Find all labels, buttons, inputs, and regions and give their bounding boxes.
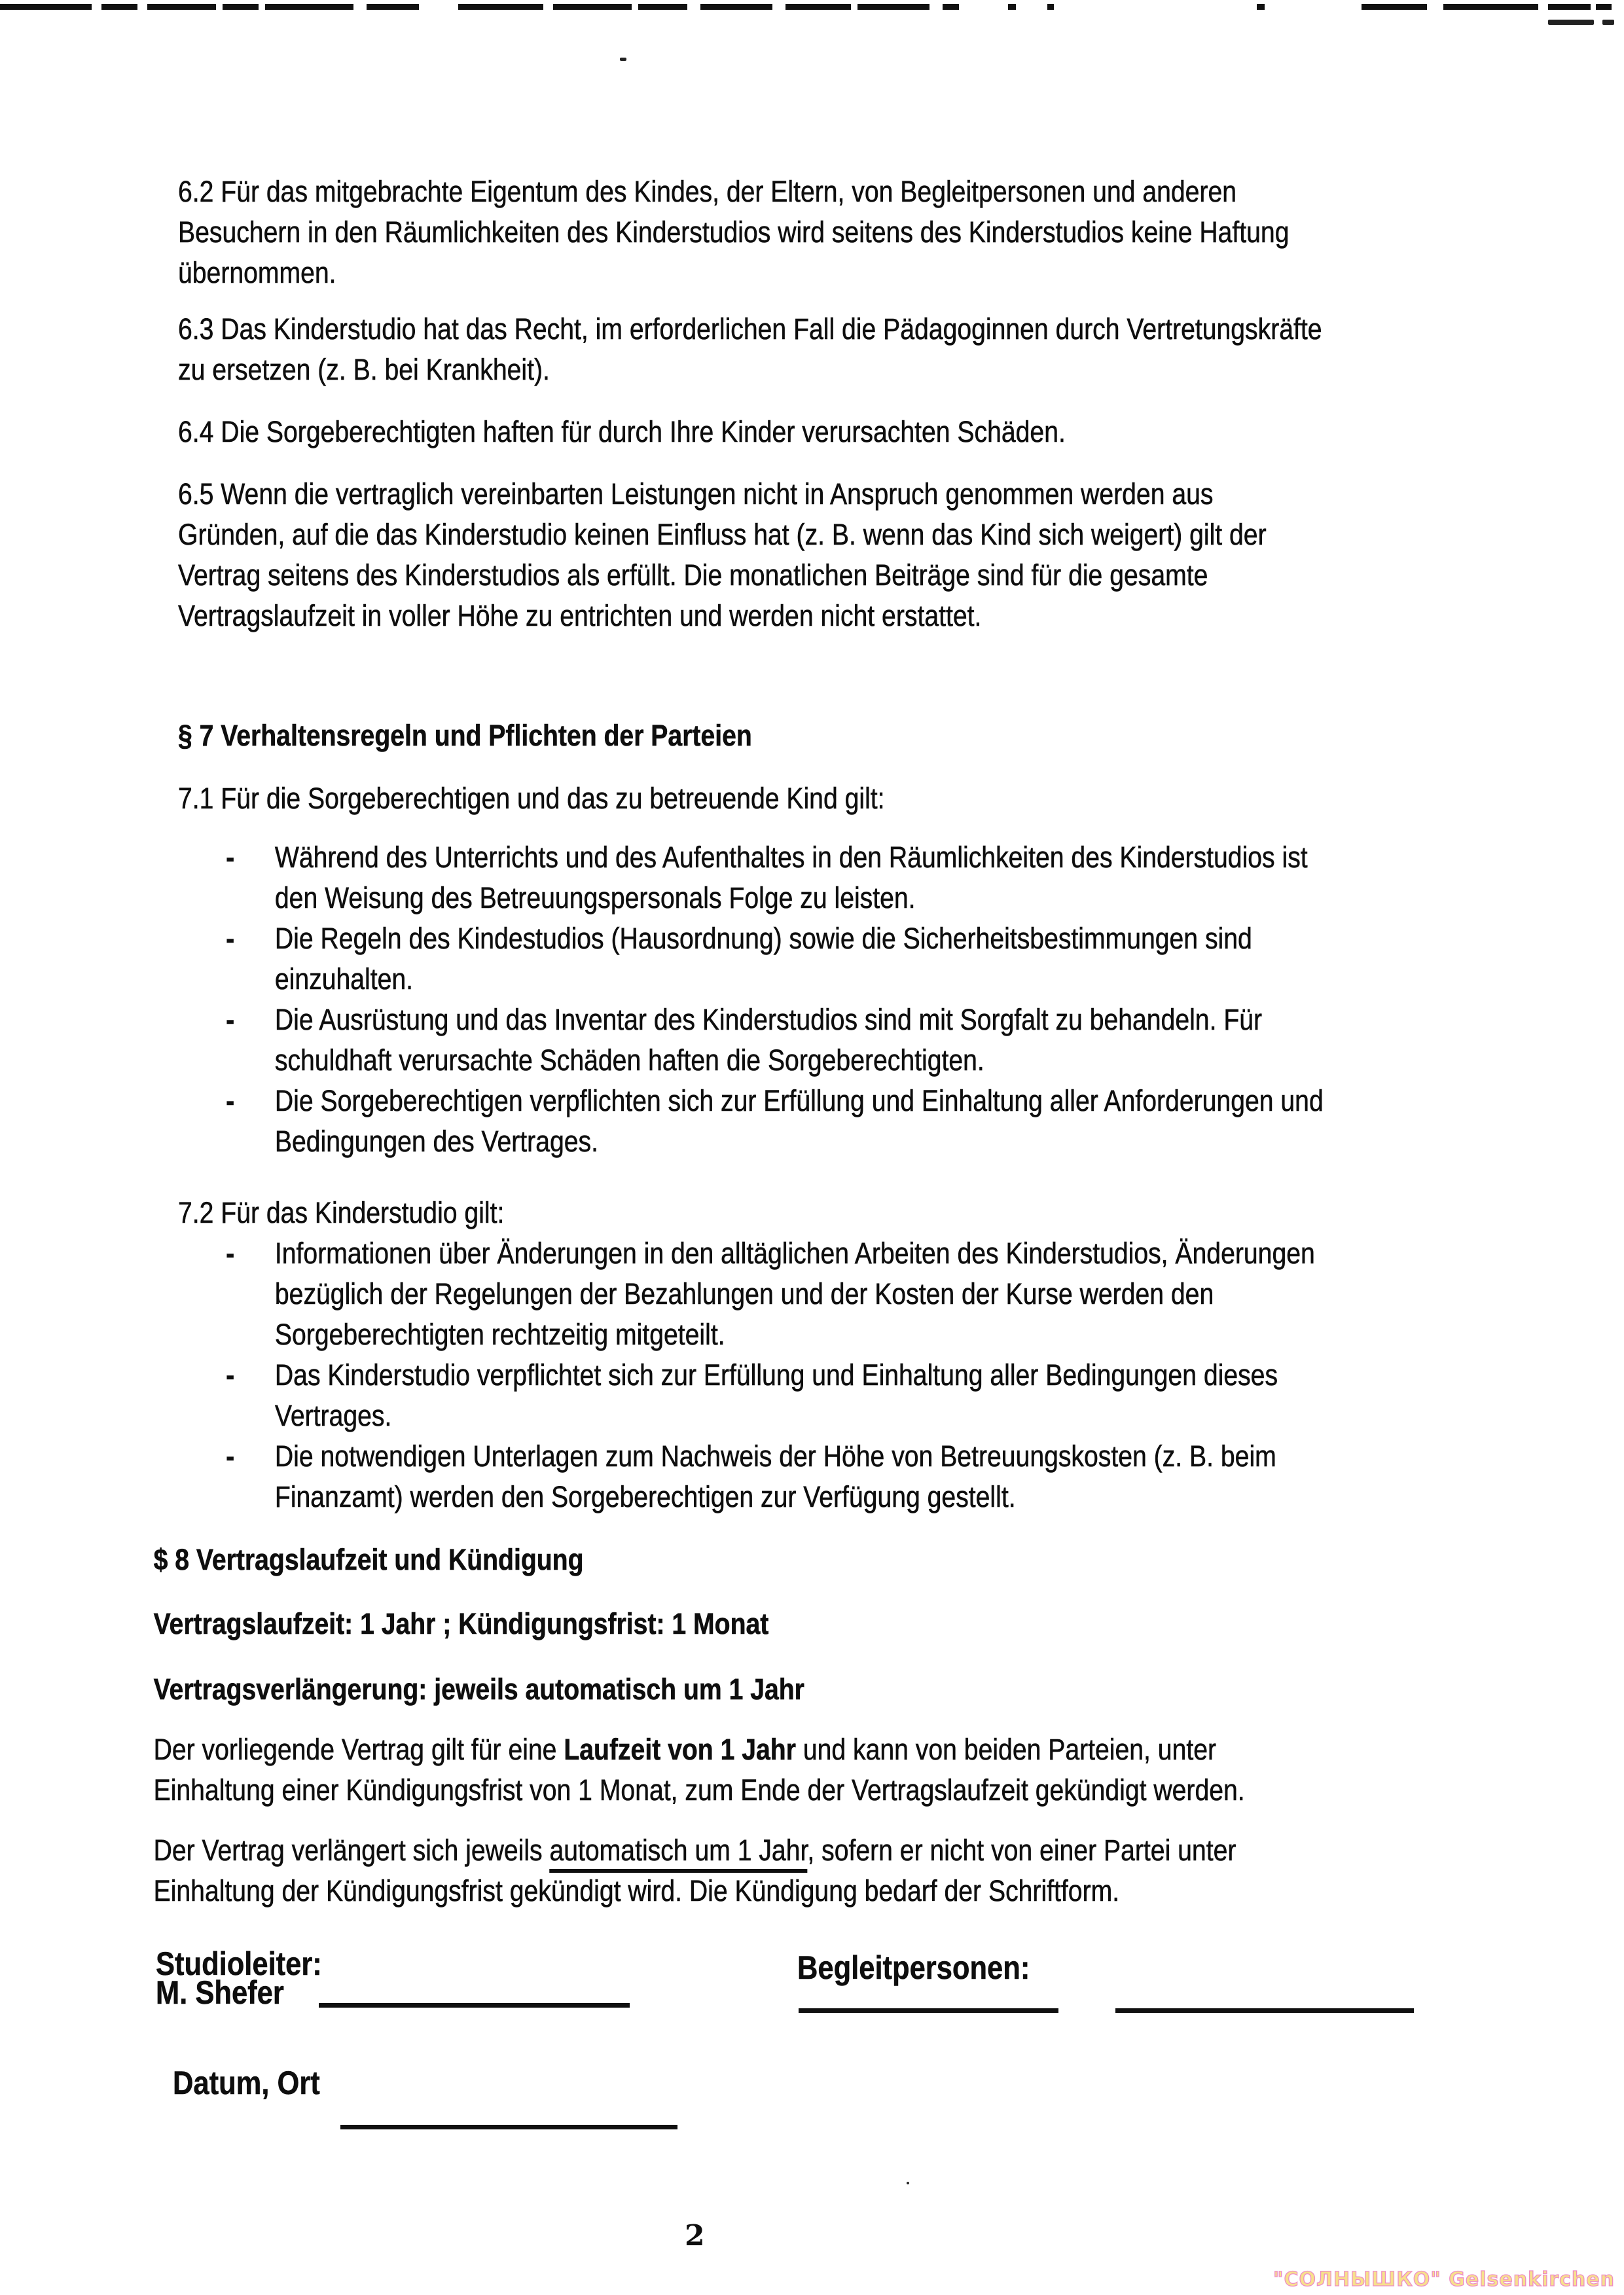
text-line [154,1830,1236,1871]
text-segment: , sofern er nicht von einer Partei unter [807,1834,1236,1867]
date-place-label: Datum, Ort [173,2065,320,2101]
section-8-heading: $ 8 Vertragslaufzeit und Kündigung [153,1543,584,1576]
text-line: Gründen, auf die das Kinderstudio keinen Einfluss hat (z. B. wenn das Kind sich weigert) gilt der [178,518,1267,551]
list-item [178,1355,1315,1436]
page-number: 2 [685,2219,705,2252]
paragraph-7-1: 7.1 Für die Sorgeberechtigen und das zu betreuende Kind gilt: [178,782,885,815]
text-line: Die Ausrüstung und das Inventar des Kinderstudios sind mit Sorgfalt zu behandeln. Für [274,1003,1263,1036]
bullet-dash: - [226,1237,235,1270]
text-line: Besuchern in den Räumlichkeiten des Kinderstudios wird seitens des Kinderstudios keine Haftung [178,215,1290,249]
paragraph-6-5 [178,474,1267,636]
signature-line-companion-1 [799,2008,1058,2013]
text-line: 6.4 Die Sorgeberechtigten haften für durch Ihre Kinder verursachten Schäden. [178,415,1066,448]
list-item [178,1436,1315,1517]
bullet-list-7-1 [178,837,1324,1162]
signature-line-date-place [340,2125,677,2129]
text-line: Vertragslaufzeit in voller Höhe zu entrichten und werden nicht erstattet. [178,599,982,632]
bullet-dash: - [226,840,235,874]
list-item [178,1081,1324,1162]
companions-label: Begleitpersonen: [797,1949,1030,1986]
paragraph-8-duration [154,1729,1245,1811]
text-line: schuldhaft verursachte Schäden haften die Sorgeberechtigten. [274,1043,984,1077]
bullet-dash: - [226,1084,235,1117]
text-line: Die Regeln des Kindestudios (Hausordnung) sowie die Sicherheitsbestimmungen sind [274,922,1252,955]
signature-line-companion-2 [1115,2008,1414,2013]
text-line: 6.5 Wenn die vertraglich vereinbarten Leistungen nicht in Anspruch genommen werden aus [178,477,1214,511]
signature-line-studio-leader [319,2003,630,2008]
text-line: Während des Unterrichts und des Aufenthaltes in den Räumlichkeiten des Kinderstudios ist [274,840,1308,874]
text-segment: Der vorliegende Vertrag gilt für eine [153,1733,564,1766]
studio-leader-label: Studioleiter: [156,1945,322,1982]
text-line: zu ersetzen (z. B. bei Krankheit). [178,353,550,386]
text-line: Vertrages. [274,1399,392,1432]
paragraph-8-renewal [154,1830,1236,1911]
bullet-list-7-2 [178,1233,1315,1517]
text-line: den Weisung des Betreuungspersonals Folge zu leisten. [274,881,916,914]
underlined-text-segment: automatisch um 1 Jahr [549,1834,807,1873]
text-line: Die Sorgeberechtigen verpflichten sich zur Erfüllung und Einhaltung aller Anforderungen und [274,1084,1324,1117]
text-line: Das Kinderstudio verpflichtet sich zur Erfüllung und Einhaltung aller Bedingungen dieses [274,1358,1278,1392]
list-item [178,1000,1324,1081]
studio-leader-name: M. Shefer [156,1974,284,2011]
bullet-dash: - [226,1003,235,1036]
contract-term-line: Vertragslaufzeit: 1 Jahr ; Kündigungsfrist: 1 Monat [153,1607,769,1640]
text-line: 6.2 Für das mitgebrachte Eigentum des Kindes, der Eltern, von Begleitpersonen und anderen [178,175,1237,208]
bold-text-segment: Laufzeit von 1 Jahr [564,1733,796,1766]
text-line: einzuhalten. [274,962,414,996]
list-item [178,837,1324,918]
paragraph-7-2: 7.2 Für das Kinderstudio gilt: [178,1196,505,1229]
paragraph-6-3 [178,309,1322,390]
paragraph-6-2 [178,172,1289,293]
bullet-dash: - [226,1439,235,1473]
text-line: Einhaltung der Kündigungsfrist gekündigt wird. Die Kündigung bedarf der Schriftform. [153,1874,1120,1907]
text-line: Einhaltung einer Kündigungsfrist von 1 Monat, zum Ende der Vertragslaufzeit gekündigt werden. [153,1773,1245,1807]
bullet-dash: - [226,922,235,955]
text-line: übernommen. [178,256,336,289]
text-line: Informationen über Änderungen in den alltäglichen Arbeiten des Kinderstudios, Änderungen [274,1237,1315,1270]
text-line: Sorgeberechtigten rechtzeitig mitgeteilt. [274,1318,725,1351]
text-line: 6.3 Das Kinderstudio hat das Recht, im erforderlichen Fall die Pädagoginnen durch Vertretungskräfte [178,312,1322,346]
watermark: "СОЛНЫШКО" Gelsenkirchen [1272,2268,1615,2291]
text-line: Die notwendigen Unterlagen zum Nachweis der Höhe von Betreuungskosten (z. B. beim [274,1439,1276,1473]
text-line: Finanzamt) werden den Sorgeberechtigen zur Verfügung gestellt. [274,1480,1016,1513]
text-line: Bedingungen des Vertrages. [274,1125,599,1158]
text-line [154,1729,1245,1770]
bullet-dash: - [226,1358,235,1392]
contract-renewal-line: Vertragsverlängerung: jeweils automatisch um 1 Jahr [153,1672,804,1706]
paragraph-6-4 [178,412,1066,452]
section-7-heading: § 7 Verhaltensregeln und Pflichten der Parteien [178,719,752,752]
list-item [178,918,1324,1000]
text-line: Vertrag seitens des Kinderstudios als erfüllt. Die monatlichen Beiträge sind für die gesamte [178,558,1208,592]
text-segment: Der Vertrag verlängert sich jeweils [153,1834,550,1867]
list-item [178,1233,1315,1355]
text-line: bezüglich der Regelungen der Bezahlungen und der Kosten der Kurse werden den [274,1277,1214,1310]
text-segment: und kann von beiden Parteien, unter [795,1733,1217,1766]
